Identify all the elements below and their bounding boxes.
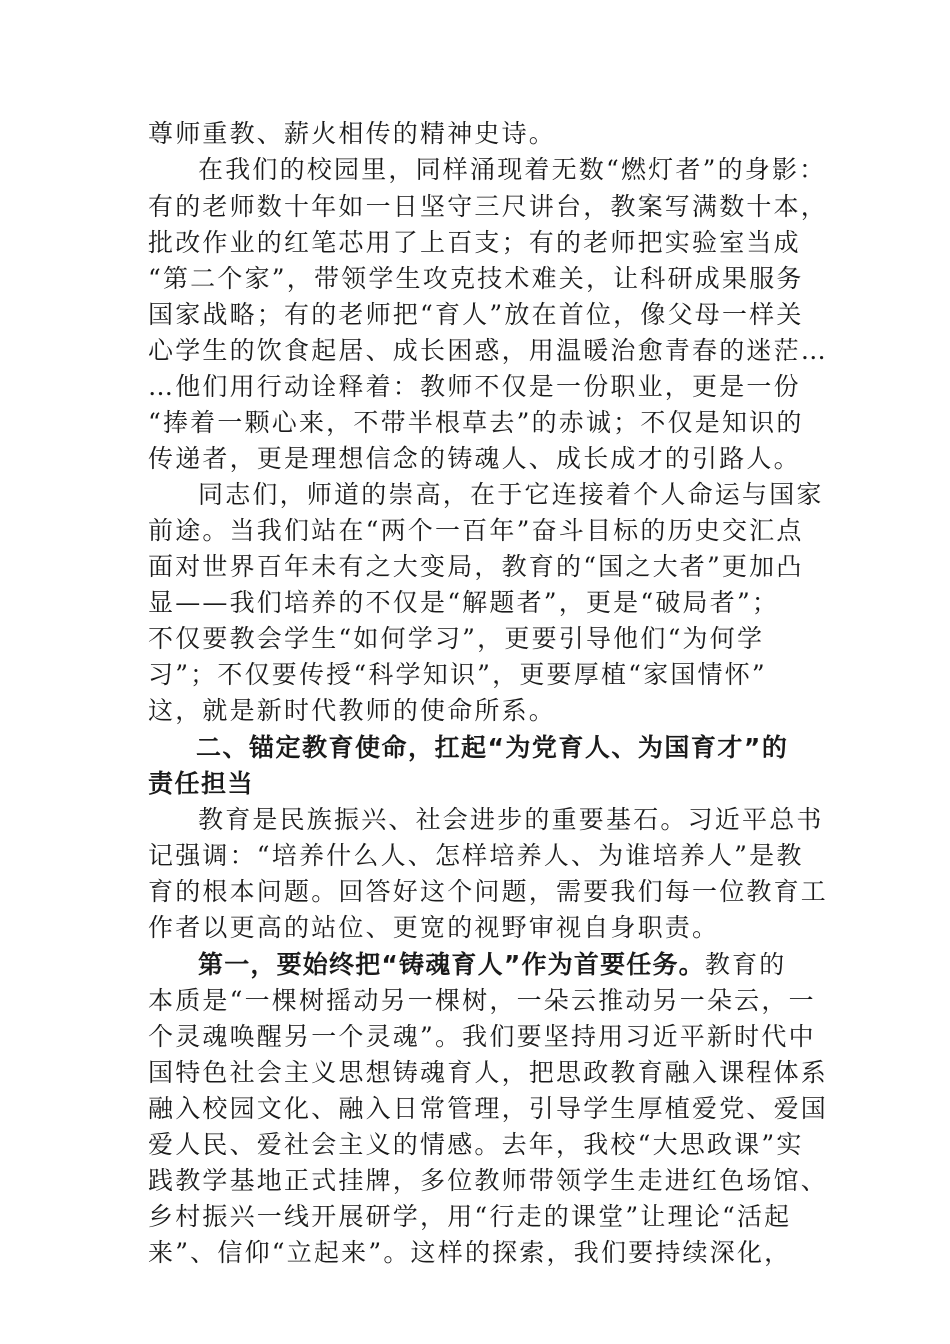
text-line: …他们用行动诠释着：教师不仅是一份职业，更是一份 [148,372,801,401]
text-line: 这，就是新时代教师的使命所系。 [148,696,557,725]
text-line: 记强调：“培养什么人、怎样培养人、为谁培养人”是教 [148,841,804,870]
text-line: 国家战略；有的老师把“育人”放在首位，像父母一样关 [148,300,804,329]
text-line: 不仅要教会学生“如何学习”，更要引导他们“为何学 [148,624,765,653]
text-line: 心学生的饮食起居、成长困惑，用温暖治愈青春的迷茫… [148,336,829,365]
text-line: “捧着一颗心来，不带半根草去”的赤诚；不仅是知识的 [148,408,804,437]
paragraph-start-line: 同志们，师道的崇高，在于它连接着个人命运与国家 [198,480,824,509]
section-heading: 二、锚定教育使命，扛起“为党育人、为国育才”的 [196,733,789,762]
text-line: 面对世界百年未有之大变局，教育的“国之大者”更加凸 [148,552,804,581]
emphasized-lead-sentence: 第一，要始终把“铸魂育人”作为首要任务。 [198,950,705,979]
section-heading-continued: 责任担当 [148,769,255,798]
lead-continuation: 教育的 [704,950,787,979]
paragraph-start-line: 在我们的校园里，同样涌现着无数“燃灯者”的身影： [198,155,827,184]
text-line: 来”、信仰“立起来”。这样的探索，我们要持续深化， [148,1238,792,1267]
text-line: 个灵魂唤醒另一个灵魂”。我们要坚持用习近平新时代中 [148,1022,816,1051]
text-line: 育的根本问题。回答好这个问题，需要我们每一位教育工 [148,877,829,906]
text-line: 显——我们培养的不仅是“解题者”，更是“破局者”； [148,588,780,617]
text-line: 践教学基地正式挂牌，多位教师带领学生走进红色场馆、 [148,1166,829,1195]
paragraph-start-line: 教育是民族振兴、社会进步的重要基石。习近平总书 [198,805,824,834]
text-line: 批改作业的红笔芯用了上百支；有的老师把实验室当成 [148,228,801,257]
text-line: 乡村振兴一线开展研学，用“行走的课堂”让理论“活起 [148,1202,792,1231]
paragraph-start-line [198,948,808,982]
text-line: “第二个家”，带领学生攻克技术难关，让科研成果服务 [148,264,804,293]
text-line: 传递者，更是理想信念的铸魂人、成长成才的引路人。 [148,444,801,473]
text-line: 融入校园文化、融入日常管理，引导学生厚植爱党、爱国 [148,1094,829,1123]
text-line: 尊师重教、薪火相传的精神史诗。 [148,119,557,148]
text-line: 爱人民、爱社会主义的情感。去年，我校“大思政课”实 [148,1130,804,1159]
text-line: 习”；不仅要传授“科学知识”，更要厚植“家国情怀” [148,660,767,689]
text-line: 有的老师数十年如一日坚守三尺讲台，教案写满数十本， [148,192,829,221]
text-line: 国特色社会主义思想铸魂育人，把思政教育融入课程体系 [148,1058,829,1087]
text-line: 本质是“一棵树摇动另一棵树，一朵云推动另一朵云，一 [148,986,816,1015]
text-line: 前途。当我们站在“两个一百年”奋斗目标的历史交汇点 [148,516,804,545]
text-line: 作者以更高的站位、更宽的视野审视自身职责。 [148,913,720,942]
